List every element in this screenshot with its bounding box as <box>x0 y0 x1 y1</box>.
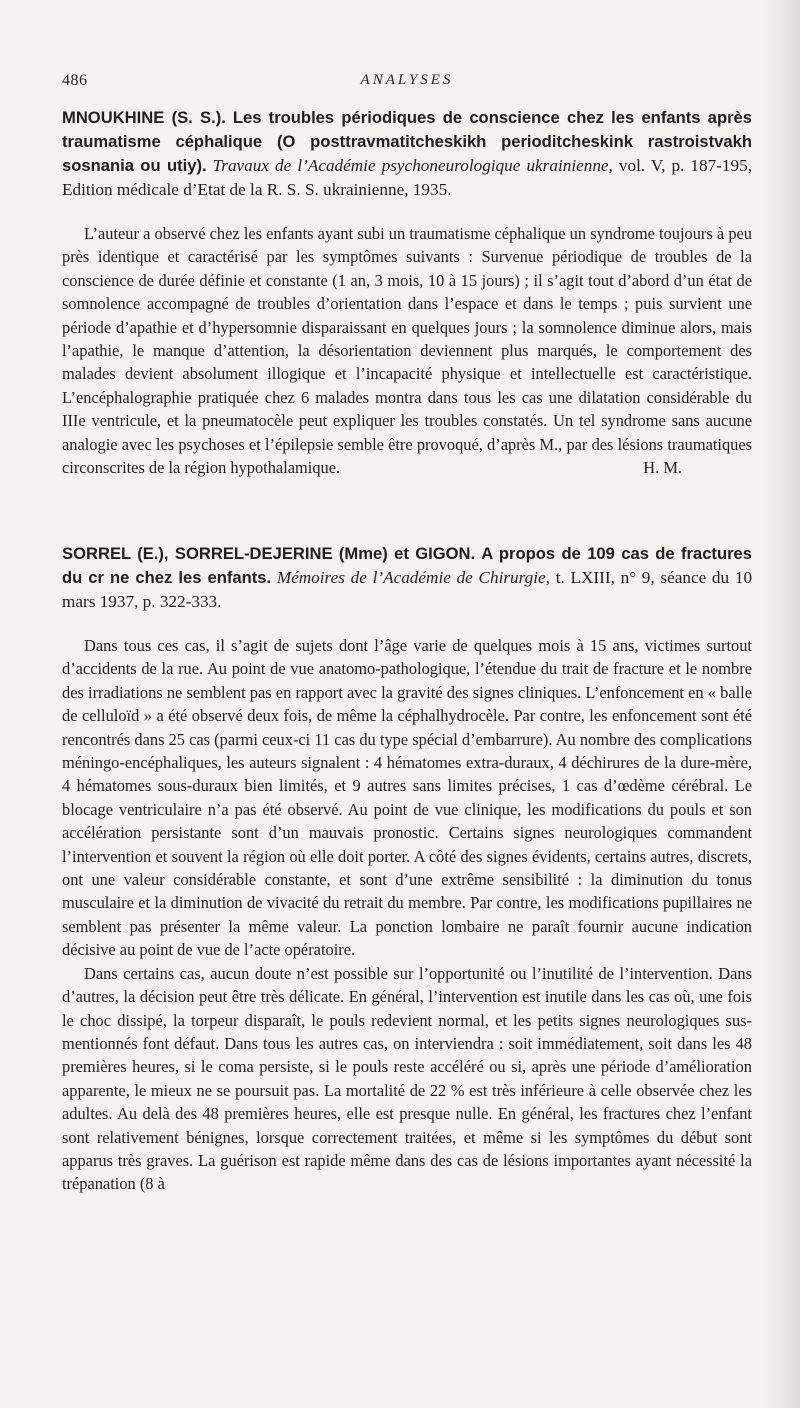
running-head: ANALYSES <box>360 72 454 88</box>
abstract-entry-1 <box>62 106 752 479</box>
entry-paragraph: Dans certains cas, aucun doute n’est possible sur l’opportunité ou l’inutilité de l’intervention. Dans d’autres, la décision peut être très délicate. En général, l’intervention est inutile dans les cas où, une fois le choc dissipé, la torpeur disparaît, le pouls redevient normal, et les petits signes neurologiques sus-mentionnés font défaut. Dans tous les autres cas, on interviendra : soit immédiatement, soit dans les 48 premières heures, si le coma persiste, si le pouls reste accéléré ou si, après une période d’amélioration apparente, le mieux ne se poursuit pas. La mortalité de 22 % est très inférieure à celle observée chez les adultes. Au delà des 48 premières heures, elle est presque nulle. En général, les fractures chez l’enfant sont relativement bénignes, lorsque correctement traitées, et même si les symptômes du début sont apparus très graves. La guérison est rapide même dans des cas de lésions importantes ayant nécessité la trépanation (8 à <box>62 963 752 1194</box>
entry-signature: H. M. <box>643 458 682 478</box>
entry-authors: SORREL (E.), SORREL-DEJERINE (Mme) et GIGON. <box>62 544 476 563</box>
abstract-entry-2 <box>62 542 752 1196</box>
citation-2 <box>62 542 752 614</box>
entry-title: A propos de 109 cas de fractures du cr ne chez les enfants. <box>62 544 752 587</box>
citation-1 <box>62 106 752 202</box>
entry-title: Les troubles périodiques de conscience chez les enfants après traumatisme céphalique (O posttravmatitcheskikh perioditcheskink rastroistvakh sosnania ou utiy). <box>62 108 753 175</box>
entry-details: t. LXIII, n° 9, séance du 10 mars 1937, p. 322-333. <box>62 568 753 611</box>
paragraph-text: L’auteur a observé chez les enfants ayant subi un traumatisme céphalique un syndrome toujours à peu près identique et caractérisé par les symptômes suivants : Survenue périodique de troubles de la conscience de durée définie et constante (1 an, 3 mois, 10 à 15 jours) ; il s’agit tout d’abord d’un état de somnolence accompagné de troubles d’orientation dans l’espace et dans le temps ; puis survient une période d’apathie et d’hypersomnie disparaissant en quelques jours ; la somnolence diminue alors, mais l’apathie, le manque d’attention, la désorientation deviennent plus marqués, le comportement des malades devient absolument illogique et l’incapacité physique et intellectuelle est caractéristique. L’encéphalographie pratiquée chez 6 malades montra dans tous les cas une dilatation considérable du IIIe ventricule, et la pneumatocèle peut expliquer les troubles constatés. Un tel syndrome sans aucune analogie avec les psychoses et l’épilepsie semble être provoqué, d’après M., par des lésions traumatiques circonscrites de la région hypothalamique. <box>62 224 752 478</box>
entry-body-1 <box>62 222 752 479</box>
entry-authors: MNOUKHINE (S. S.). <box>62 108 226 127</box>
entry-body-2 <box>62 634 752 1196</box>
page-edge-shadow <box>760 0 800 1408</box>
entry-journal: Mémoires de l’Académie de Chirurgie, <box>276 568 550 587</box>
entry-paragraph <box>62 222 752 479</box>
entry-paragraph: Dans tous ces cas, il s’agit de sujets dont l’âge varie de quelques mois à 15 ans, victimes surtout d’accidents de la rue. Au point de vue anatomo-pathologique, l’étendue du trait de fracture et le nombre des irradiations ne semblent pas en rapport avec la gravité des signes cliniques. L’enfoncement en « balle de celluloïd » a été observé deux fois, de même la céphalhydrocèle. Par contre, les enfoncement sont été rencontrés dans 25 cas (parmi ceux-ci 11 cas du type spécial d’embarrure). Au nombre des complications méningo-encéphaliques, les auteurs signalent : 4 hématomes extra-duraux, 4 déchirures de la dure-mère, 4 hématomes sous-duraux bien limités, et 9 autres sans limites précises, 1 cas d’œdème cérébral. Le blocage ventriculaire n’a pas été observé. Au point de vue clinique, les modifications du pouls et son accélération persistante sont d’un mauvais pronostic. Certains signes neurologiques commandent l’intervention et souvent la région où elle doit porter. A côté des signes évidents, certains autres, discrets, ont une valeur considérable constante, et sont d’une extrême sensibilité : la diminution du tonus musculaire et la diminution de vivacité du retrait du membre. Par contre, les modifications pupillaires ne semblent pas présenter la même valeur. La ponction lombaire ne paraît fournir aucune indication décisive au point de vue de l’acte opératoire. <box>62 636 752 960</box>
page-number: 486 <box>62 72 88 89</box>
entry-journal: Travaux de l’Académie psychoneurologique ukrainienne, <box>212 156 613 175</box>
page-header <box>62 72 752 96</box>
entry-details: vol. V, p. 187-195, Edition médicale d’Etat de la R. S. S. ukrainienne, 1935. <box>62 156 752 199</box>
